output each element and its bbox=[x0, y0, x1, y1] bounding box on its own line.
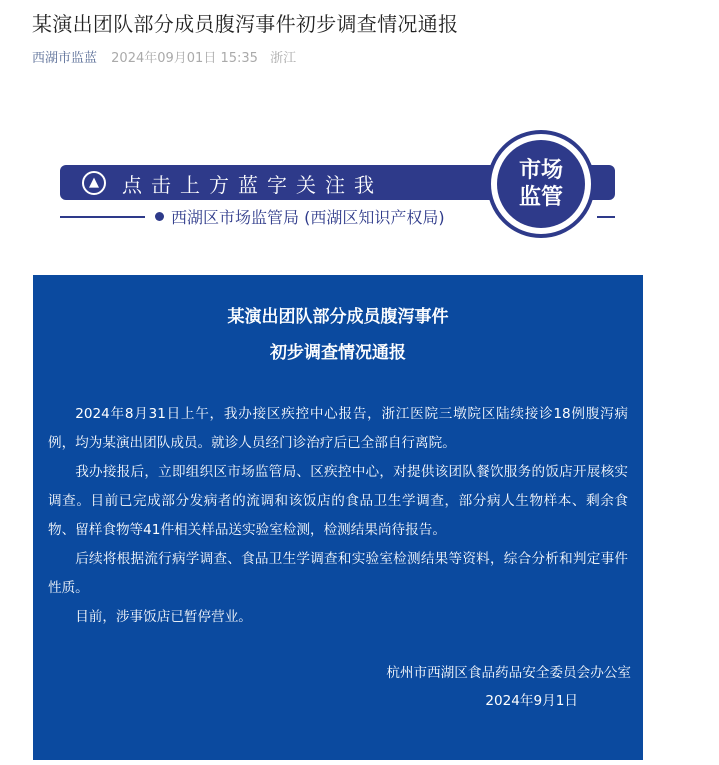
notice-date: 2024年9月1日 bbox=[485, 693, 578, 709]
signature: 杭州市西湖区食品药品安全委员会办公室 bbox=[386, 665, 631, 681]
bullet-icon bbox=[155, 212, 164, 221]
publish-location: 浙江 bbox=[270, 51, 297, 66]
logo-text: 监管 bbox=[518, 185, 563, 210]
logo-text: 市场 bbox=[518, 158, 563, 183]
market-supervision-logo bbox=[487, 130, 595, 238]
article-title: 某演出团队部分成员腹泻事件初步调查情况通报 bbox=[32, 12, 459, 36]
org-name: 西湖区市场监管局 (西湖区知识产权局) bbox=[171, 208, 445, 227]
notice-body bbox=[48, 400, 628, 632]
notice-title: 某演出团队部分成员腹泻事件 bbox=[227, 307, 449, 327]
paragraph: 我办接报后，立即组织区市场监管局、区疾控中心，对提供该团队餐饮服务的饭店开展核实调查。目前已完成部分发病者的流调和该饭店的食品卫生学调查，部分病人生物样本、剩余食物、留样食物等41件相关样品送实验室检测，检测结果尚待报告。 bbox=[48, 464, 628, 538]
follow-text: 点击上方蓝字关注我 bbox=[122, 173, 383, 197]
article-meta bbox=[32, 47, 304, 66]
divider bbox=[60, 216, 145, 218]
account-name-link[interactable]: 西湖市监蓝 bbox=[32, 51, 98, 66]
divider bbox=[597, 216, 615, 218]
publish-datetime: 2024年09月01日 15:35 bbox=[111, 51, 258, 66]
up-arrow-icon: ▲ bbox=[82, 171, 106, 195]
paragraph: 2024年8月31日上午，我办接区疾控中心报告，浙江医院三墩院区陆续接诊18例腹泻病例，均为某演出团队成员。就诊人员经门诊治疗后已全部自行离院。 bbox=[48, 406, 628, 451]
paragraph: 目前，涉事饭店已暂停营业。 bbox=[75, 609, 252, 625]
notice-panel bbox=[33, 275, 643, 760]
notice-subtitle: 初步调查情况通报 bbox=[270, 343, 406, 363]
paragraph: 后续将根据流行病学调查、食品卫生学调查和实验室检测结果等资料，综合分析和判定事件性质。 bbox=[48, 551, 628, 596]
